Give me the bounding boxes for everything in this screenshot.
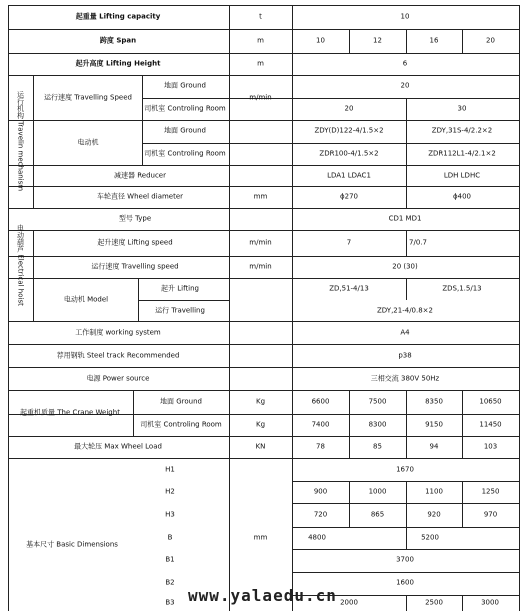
- grid-line: [8, 230, 519, 231]
- unit-cell: KN: [255, 442, 266, 451]
- grid-line: [8, 208, 519, 209]
- dimension-label: B: [167, 533, 173, 542]
- value-cell: 85: [373, 442, 382, 451]
- value-cell: 20: [400, 81, 410, 90]
- grid-line: [519, 5, 520, 611]
- value-cell: ZDR112L1-4/2.1×2: [428, 149, 496, 158]
- sub-label-ground: 地面 Ground: [164, 81, 206, 90]
- grid-line: [462, 29, 463, 53]
- grid-line: [462, 390, 463, 458]
- grid-line: [8, 458, 519, 459]
- group-label-hoist: 电动葫芦 Electrical hoist: [16, 224, 25, 306]
- row-label-max-wheel-load: 最大轮压 Max Wheel Load: [74, 442, 162, 451]
- grid-line: [349, 481, 350, 527]
- value-cell: 7: [346, 238, 352, 247]
- dimension-label: B2: [165, 578, 175, 587]
- grid-line: [8, 344, 519, 345]
- row-label-power-source: 电源 Power source: [86, 374, 150, 383]
- grid-line: [8, 367, 519, 368]
- value-cell: p38: [398, 351, 412, 360]
- sub-label-ground: 地面 Ground: [160, 397, 202, 406]
- value-cell: A4: [400, 328, 410, 337]
- grid-line: [292, 5, 293, 611]
- unit-cell: Kg: [255, 397, 266, 406]
- grid-line: [8, 278, 519, 279]
- row-label-lifting-height: 起升高度 Lifting Height: [75, 59, 161, 68]
- grid-line: [406, 278, 407, 300]
- grid-line: [8, 390, 519, 391]
- row-label-motor: 电动机: [77, 138, 99, 147]
- grid-line: [292, 549, 519, 550]
- value-cell: 20: [486, 36, 495, 45]
- row-label-crane-weight: 起重机质量 The Crane Weight: [20, 408, 120, 417]
- grid-line: [349, 29, 350, 53]
- value-cell: 10650: [479, 397, 502, 406]
- value-cell: 20 (30): [392, 262, 418, 271]
- value-cell: 7/0.7: [409, 238, 427, 247]
- value-cell: 900: [313, 487, 328, 496]
- grid-line: [138, 278, 139, 321]
- value-cell: 7500: [368, 397, 387, 406]
- value-cell: 12: [373, 36, 382, 45]
- sub-label-lifting: 起升 Lifting: [161, 284, 199, 293]
- dimension-label: B3: [165, 598, 175, 607]
- dimension-label: H2: [165, 487, 175, 496]
- value-cell: 7400: [311, 420, 330, 429]
- value-cell: LDA1 LDAC1: [327, 171, 371, 180]
- value-cell: 8350: [425, 397, 443, 406]
- grid-line: [406, 230, 407, 256]
- value-cell: 10: [316, 36, 325, 45]
- sub-label-room: 司机室 Controling Room: [144, 149, 226, 158]
- row-label-travelling-speed: 运行速度 Travelling Speed: [44, 93, 132, 102]
- value-cell: 1000: [368, 487, 387, 496]
- sub-label-travelling: 运行 Travelling: [155, 306, 205, 315]
- grid-line: [8, 120, 519, 121]
- row-label-span: 跨度 Span: [99, 36, 137, 45]
- row-label-lifting-speed: 起升速度 Lifting speed: [97, 238, 173, 247]
- grid-line: [406, 98, 407, 120]
- value-cell: 8300: [368, 420, 387, 429]
- row-label-hoist-motor: 电动机 Model: [63, 295, 109, 304]
- grid-line: [349, 390, 350, 458]
- unit-cell: m: [257, 36, 264, 45]
- row-label-reducer: 减速器 Reducer: [114, 171, 166, 180]
- row-label-hoist-travelling-speed: 运行速度 Travelling speed: [91, 262, 179, 271]
- value-cell: 720: [313, 510, 328, 519]
- dimension-label: H1: [165, 465, 175, 474]
- value-cell: 2000: [340, 598, 358, 607]
- value-cell: ϕ400: [453, 192, 471, 201]
- grid-line: [462, 481, 463, 527]
- grid-line: [406, 595, 407, 611]
- grid-line: [8, 436, 519, 437]
- row-label-lifting-capacity: 起重量 Lifting capacity: [75, 12, 161, 21]
- sub-label-room: 司机室 Controling Room: [144, 104, 226, 113]
- unit-cell: mm: [253, 533, 268, 542]
- unit-cell: m/min: [249, 262, 272, 271]
- row-label-wheel-diameter: 车轮直径 Wheel diameter: [96, 192, 184, 201]
- grid-line: [406, 390, 407, 458]
- unit-cell: m: [257, 59, 264, 68]
- grid-line: [8, 5, 9, 611]
- value-cell: CD1 MD1: [388, 214, 422, 223]
- value-cell: 11450: [479, 420, 502, 429]
- value-cell: 4800: [308, 533, 326, 542]
- grid-line: [8, 186, 519, 187]
- value-cell: 20: [344, 104, 354, 113]
- row-label-working-system: 工作制度 working system: [75, 328, 161, 337]
- grid-line: [33, 230, 34, 321]
- value-cell: 1670: [396, 465, 414, 474]
- value-cell: 3000: [481, 598, 499, 607]
- value-cell: 1100: [425, 487, 443, 496]
- row-label-type: 型号 Type: [118, 214, 152, 223]
- value-cell: 6600: [311, 397, 330, 406]
- value-cell: ZDS,1.5/13: [442, 284, 482, 293]
- group-label-travelling: 运行机构 Travelin mechanism: [16, 90, 25, 192]
- row-label-steel-track: 荐用钢轨 Steel track Recommended: [56, 351, 180, 360]
- value-cell: ϕ270: [340, 192, 358, 201]
- value-cell: 1250: [481, 487, 500, 496]
- value-cell: 920: [427, 510, 441, 519]
- value-cell: ZD,51-4/13: [329, 284, 369, 293]
- grid-line: [406, 120, 407, 165]
- value-cell: 2500: [425, 598, 443, 607]
- grid-line: [406, 29, 407, 53]
- value-cell: ZDY(D)122-4/1.5×2: [314, 126, 384, 135]
- grid-line: [142, 143, 519, 144]
- value-cell: 3700: [396, 555, 414, 564]
- value-cell: 三相交流 380V 50Hz: [370, 374, 440, 383]
- value-cell: 78: [316, 442, 325, 451]
- grid-line: [8, 321, 519, 322]
- value-cell: 9150: [425, 420, 443, 429]
- grid-line: [8, 5, 519, 6]
- grid-line: [142, 98, 519, 99]
- unit-cell: m/min: [249, 93, 272, 102]
- grid-line: [8, 165, 519, 166]
- grid-line: [142, 75, 143, 165]
- value-cell: 865: [370, 510, 385, 519]
- unit-cell: mm: [253, 192, 268, 201]
- value-cell: 103: [483, 442, 498, 451]
- value-cell: LDH LDHC: [443, 171, 481, 180]
- grid-line: [8, 53, 519, 54]
- grid-line: [133, 390, 134, 436]
- unit-cell: t: [259, 12, 262, 21]
- value-cell: 5200: [421, 533, 439, 542]
- row-label-basic-dimensions: 基本尺寸 Basic Dimensions: [26, 540, 118, 549]
- value-cell: 10: [400, 12, 410, 21]
- value-cell: 970: [483, 510, 498, 519]
- value-cell: ZDR100-4/1.5×2: [319, 149, 379, 158]
- grid-line: [8, 256, 519, 257]
- value-cell: 94: [429, 442, 439, 451]
- value-cell: 1600: [396, 578, 414, 587]
- value-cell: 30: [457, 104, 467, 113]
- value-cell: ZDY,21-4/0.8×2: [377, 306, 433, 315]
- dimension-label: H3: [165, 510, 175, 519]
- grid-line: [33, 75, 34, 208]
- value-cell: 16: [429, 36, 439, 45]
- grid-line: [406, 527, 407, 549]
- value-cell: ZDY,31S-4/2.2×2: [431, 126, 493, 135]
- watermark-text: www.yalaedu.cn: [188, 586, 337, 605]
- grid-line: [8, 75, 519, 76]
- grid-line: [138, 300, 229, 301]
- grid-line: [462, 595, 463, 611]
- value-cell: 6: [402, 59, 408, 68]
- sub-label-ground: 地面 Ground: [164, 126, 206, 135]
- unit-cell: Kg: [255, 420, 266, 429]
- grid-line: [406, 481, 407, 527]
- grid-line: [292, 572, 519, 573]
- unit-cell: m/min: [249, 238, 272, 247]
- grid-line: [8, 29, 519, 30]
- sub-label-room: 司机室 Controling Room: [140, 420, 222, 429]
- grid-line: [406, 165, 407, 208]
- dimension-label: B1: [165, 555, 175, 564]
